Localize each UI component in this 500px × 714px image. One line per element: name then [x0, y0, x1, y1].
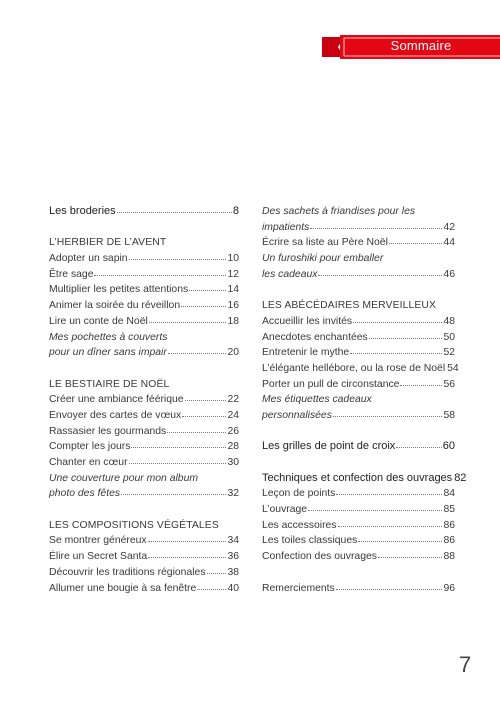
entry-page-number: 96: [443, 582, 455, 594]
entry-page-number: 44: [443, 237, 455, 249]
entry-title: Découvrir les traditions régionales: [49, 566, 206, 578]
entry-page-number: 16: [227, 300, 239, 312]
entry-title: Les toiles classiques: [262, 535, 358, 547]
entry-title-text: Un furoshiki pour emballer: [262, 253, 384, 265]
entry-title: Être sage: [49, 268, 94, 280]
dot-leader: [168, 353, 227, 354]
dot-leader: [353, 322, 442, 323]
dot-leader: [308, 510, 442, 511]
entry-title: Les grilles de point de croix: [262, 440, 396, 453]
entry-page-number: 52: [443, 347, 455, 359]
dot-leader: [167, 432, 226, 433]
toc-right-column: [262, 204, 467, 596]
entry-title: L’élégante hellébore, ou la rose de Noël: [262, 362, 446, 374]
entry-title: Écrire sa liste au Père Noël: [262, 237, 388, 249]
entry-page-number: 24: [227, 409, 239, 421]
dot-leader: [336, 589, 443, 590]
dot-leader: [400, 385, 442, 386]
toc-spacer: [49, 502, 239, 518]
toc-spacer: [262, 455, 455, 471]
entry-page-number: 30: [227, 457, 239, 468]
dot-leader: [310, 228, 442, 229]
dot-leader: [336, 494, 442, 495]
entry-page-number: 40: [227, 582, 239, 594]
toc-spacer: [262, 424, 455, 440]
entry-page-number: 86: [443, 519, 455, 531]
entry-title: impatients: [262, 221, 310, 233]
toc-entry[interactable]: [49, 565, 239, 581]
toc-entry[interactable]: [262, 486, 455, 502]
dot-leader: [389, 243, 443, 244]
toc-entry[interactable]: [49, 282, 239, 298]
dot-leader: [396, 447, 441, 448]
sommaire-title: Sommaire: [390, 38, 452, 53]
entry-title: Confection des ouvrages: [262, 551, 377, 563]
entry-page-number: 85: [443, 504, 455, 516]
dot-leader: [378, 557, 442, 558]
entry-page-number: 88: [443, 551, 455, 563]
dot-leader: [197, 589, 226, 590]
section-heading-text: L’HERBIER DE L’AVENT: [49, 237, 167, 249]
entry-title: Porter un pull de circonstance: [262, 378, 400, 390]
toc-entry[interactable]: [49, 424, 239, 440]
toc-entry[interactable]: [262, 267, 455, 283]
toc-entry[interactable]: [262, 518, 455, 534]
toc-spacer: [49, 220, 239, 236]
toc-left-column: [49, 204, 239, 596]
toc-entry[interactable]: [49, 439, 239, 455]
toc-entry[interactable]: [262, 220, 455, 236]
entry-page-number: 34: [227, 535, 239, 547]
dot-leader: [189, 290, 226, 291]
toc-entry[interactable]: [49, 345, 239, 361]
toc-entry[interactable]: [262, 502, 455, 518]
toc-entry[interactable]: [262, 330, 455, 346]
toc-main-entry[interactable]: [49, 204, 239, 220]
dot-leader: [181, 306, 226, 307]
entry-title: Leçon de points: [262, 488, 336, 500]
entry-title: Animer la soirée du réveillon: [49, 300, 181, 312]
entry-title: Accueillir les invités: [262, 315, 353, 327]
entry-page-number: 8: [232, 205, 239, 217]
entry-title: Chanter en cœur: [49, 457, 128, 468]
toc-entry[interactable]: [49, 314, 239, 330]
entry-page-number: 60: [442, 440, 455, 453]
entry-title: Adopter un sapin: [49, 253, 128, 265]
toc-spacer: [262, 282, 455, 298]
toc-entry-title-line: [262, 251, 455, 267]
toc-entry-title-line: [262, 204, 455, 220]
toc-entry[interactable]: [49, 549, 239, 565]
entry-page-number: 54: [447, 362, 459, 374]
entry-page-number: 56: [443, 378, 455, 390]
dot-leader: [369, 338, 443, 339]
entry-title: Compter les jours: [49, 441, 131, 453]
toc-entry[interactable]: [49, 581, 239, 597]
entry-title: Techniques et confection des ouvrages: [262, 471, 453, 484]
entry-title: L’ouvrage: [262, 504, 308, 516]
entry-title-text: Des sachets à friandises pour les: [262, 206, 416, 217]
entry-page-number: 82: [454, 471, 467, 484]
entry-page-number: 32: [227, 488, 239, 500]
toc-section-heading: [49, 518, 239, 534]
entry-page-number: 84: [443, 488, 455, 500]
dot-leader: [338, 526, 443, 527]
toc-entry[interactable]: [262, 345, 455, 361]
entry-title: pour un dîner sans impair: [49, 347, 167, 359]
entry-page-number: 86: [443, 535, 455, 547]
toc-entry[interactable]: [262, 408, 455, 424]
entry-title: personnalisées: [262, 409, 332, 421]
page-number: 7: [459, 652, 472, 677]
entry-title: Allumer une bougie à sa fenêtre: [49, 582, 197, 594]
dot-leader: [129, 463, 227, 464]
sommaire-ribbon: [322, 35, 500, 59]
toc-entry[interactable]: [262, 314, 455, 330]
entry-page-number: 42: [443, 221, 455, 233]
dot-leader: [318, 275, 442, 276]
entry-title: Remerciements: [262, 582, 335, 594]
entry-title-text: Une couverture pour mon album: [49, 472, 199, 484]
entry-page-number: 18: [227, 315, 239, 327]
toc-main-entry[interactable]: [262, 439, 455, 455]
entry-title: Entretenir le mythe: [262, 347, 350, 359]
toc-entry[interactable]: [49, 486, 239, 502]
entry-page-number: 58: [443, 409, 455, 421]
entry-page-number: 22: [227, 394, 239, 406]
entry-page-number: 48: [443, 315, 455, 327]
entry-title: Lire un conte de Noël: [49, 315, 148, 327]
entry-page-number: 12: [227, 268, 239, 280]
dot-leader: [358, 541, 442, 542]
dot-leader: [333, 416, 443, 417]
toc-entry[interactable]: [262, 377, 455, 393]
entry-title: photo des fêtes: [49, 488, 121, 500]
toc-entry-title-line: [262, 392, 455, 408]
dot-leader: [185, 400, 227, 401]
entry-page-number: 50: [443, 331, 455, 343]
entry-title: Rassasier les gourmands: [49, 425, 167, 437]
dot-leader: [121, 494, 226, 495]
dot-leader: [129, 259, 227, 260]
toc-entry-title-line: [49, 330, 239, 346]
toc-entry[interactable]: [49, 298, 239, 314]
entry-title: Les broderies: [49, 205, 116, 217]
toc-entry[interactable]: [262, 549, 455, 565]
entry-page-number: 28: [227, 441, 239, 453]
toc-entry[interactable]: [49, 408, 239, 424]
toc-entry-title-line: [49, 471, 239, 487]
dot-leader: [117, 212, 232, 213]
dot-leader: [131, 447, 226, 448]
entry-title: Multiplier les petites attentions: [49, 284, 189, 296]
toc-spacer: [49, 361, 239, 377]
dot-leader: [148, 557, 226, 558]
entry-title: Élire un Secret Santa: [49, 551, 148, 563]
entry-page-number: 36: [227, 551, 239, 563]
entry-page-number: 38: [227, 566, 239, 578]
dot-leader: [149, 322, 227, 323]
entry-title: Les accessoires: [262, 519, 337, 531]
entry-title: Se montrer généreux: [49, 535, 147, 547]
dot-leader: [182, 416, 226, 417]
toc-entry[interactable]: [262, 361, 459, 377]
entry-page-number: 46: [443, 268, 455, 280]
entry-title: les cadeaux: [262, 268, 318, 280]
entry-title: Anecdotes enchantées: [262, 331, 368, 343]
entry-title-text: Mes pochettes à couverts: [49, 331, 168, 343]
dot-leader: [207, 573, 227, 574]
dot-leader: [94, 275, 226, 276]
dot-leader: [148, 541, 227, 542]
section-heading-text: LE BESTIAIRE DE NOËL: [49, 378, 170, 390]
entry-page-number: 10: [227, 253, 239, 265]
toc-entry[interactable]: [262, 235, 455, 251]
toc-entry[interactable]: [49, 533, 239, 549]
toc-entry[interactable]: [49, 455, 239, 471]
toc-section-heading: [262, 298, 455, 314]
entry-title: Créer une ambiance féérique: [49, 394, 184, 406]
toc-section-heading: [49, 235, 239, 251]
entry-page-number: 14: [227, 284, 239, 296]
entry-page-number: 26: [227, 425, 239, 437]
section-heading-text: LES COMPOSITIONS VÉGÉTALES: [49, 519, 219, 531]
toc-entry[interactable]: [49, 267, 239, 283]
toc-section-heading: [49, 377, 239, 393]
toc-entry[interactable]: [262, 533, 455, 549]
toc-entry[interactable]: [49, 251, 239, 267]
entry-page-number: 20: [227, 347, 239, 359]
entry-title-text: Mes étiquettes cadeaux: [262, 394, 372, 406]
entry-title: Envoyer des cartes de vœux: [49, 409, 182, 421]
toc-entry[interactable]: [49, 392, 239, 408]
dot-leader: [350, 353, 442, 354]
toc-main-entry[interactable]: [262, 471, 467, 487]
section-heading-text: LES ABÉCÉDAIRES MERVEILLEUX: [262, 300, 437, 312]
toc-entry[interactable]: [262, 581, 455, 597]
toc-spacer: [262, 565, 455, 581]
